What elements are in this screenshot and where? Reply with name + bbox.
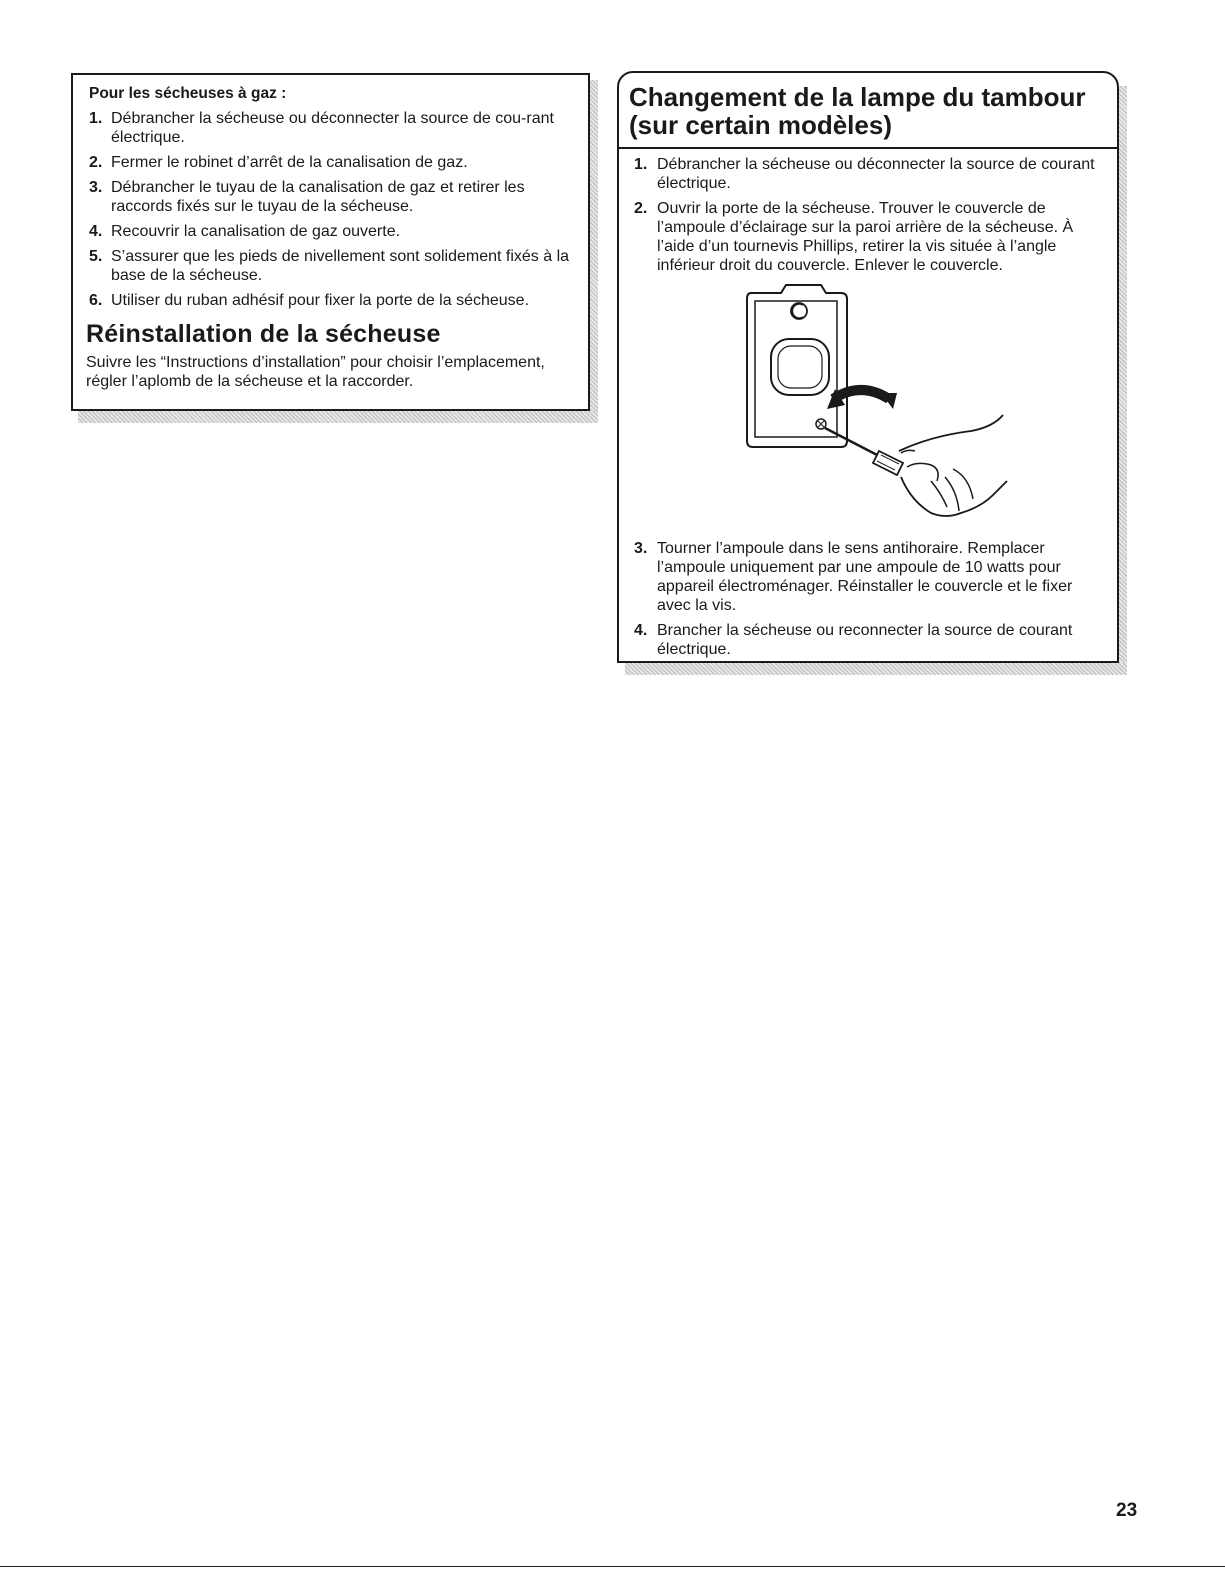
list-item [631,199,1105,275]
step-number: 1. [634,156,648,173]
list-item [86,178,576,216]
list-item [86,153,576,172]
list-item [86,222,576,241]
lamp-cover-screwdriver-illustration [731,281,1011,531]
step-text: Tourner l’ampoule dans le sens antihoraire. Remplacer l’ampoule uniquement par une ampoule de 10 watts pour appareil électroménager. Réinstaller le couvercle et le fixer avec la vis. [657,540,1073,614]
step-text: Ouvrir la porte de la sécheuse. Trouver le couvercle de l’ampoule d’éclairage sur la paroi arrière de la sécheuse. À l’aide d’un tournevis Phillips, retirer la vis située à l’angle inférieur droit du couvercle. Enlever le couvercle. [657,200,1074,274]
list-item [631,155,1105,193]
drum-lamp-heading: Changement de la lampe du tambour (sur certain modèles) [629,82,1086,140]
step-number: 3. [634,540,648,557]
left-box-shadow-bottom [78,411,598,423]
step-text: S’assurer que les pieds de nivellement sont solidement fixés à la base de la sécheuse. [111,248,570,284]
gas-dryer-instructions-box [71,73,590,411]
bottom-divider [0,1566,1225,1567]
step-text: Brancher la sécheuse ou reconnecter la source de courant électrique. [657,622,1073,658]
step-number: 2. [634,200,648,217]
right-box-shadow-bottom [625,663,1127,675]
list-item [86,247,576,285]
step-number: 6. [89,292,103,309]
step-text: Débrancher le tuyau de la canalisation de gaz et retirer les raccords fixés sur le tuyau de la sécheuse. [111,179,525,215]
list-item [631,621,1105,659]
step-number: 5. [89,248,103,265]
gas-dryer-steps [86,109,576,310]
step-number: 4. [634,622,648,639]
gas-dryer-subheading: Pour les sécheuses à gaz : [89,85,287,102]
step-number: 1. [89,110,103,127]
page-number: 23 [1116,1500,1138,1521]
reinstallation-heading: Réinstallation de la sécheuse [86,320,441,348]
step-number: 2. [89,154,103,171]
list-item [86,291,576,310]
left-box-shadow-right [590,80,598,418]
step-text: Débrancher la sécheuse ou déconnecter la source de courant électrique. [657,156,1095,192]
step-text: Utiliser du ruban adhésif pour fixer la porte de la sécheuse. [111,292,530,309]
drum-lamp-instructions-box [617,71,1119,663]
drum-lamp-body [619,149,1117,659]
right-box-shadow-right [1119,86,1127,671]
step-text: Débrancher la sécheuse ou déconnecter la source de cou-rant électrique. [111,110,554,146]
reinstallation-text: Suivre les “Instructions d’installation” pour choisir l’emplacement, régler l’aplomb de la sécheuse et la raccorder. [86,354,545,390]
step-number: 4. [89,223,103,240]
step-text: Recouvrir la canalisation de gaz ouverte. [111,223,401,240]
drum-lamp-steps-after [631,539,1105,659]
list-item [631,539,1105,615]
step-number: 3. [89,179,103,196]
list-item [86,109,576,147]
drum-lamp-title-bar [619,73,1117,149]
drum-lamp-steps-before [631,155,1105,275]
step-text: Fermer le robinet d’arrêt de la canalisation de gaz. [111,154,468,171]
